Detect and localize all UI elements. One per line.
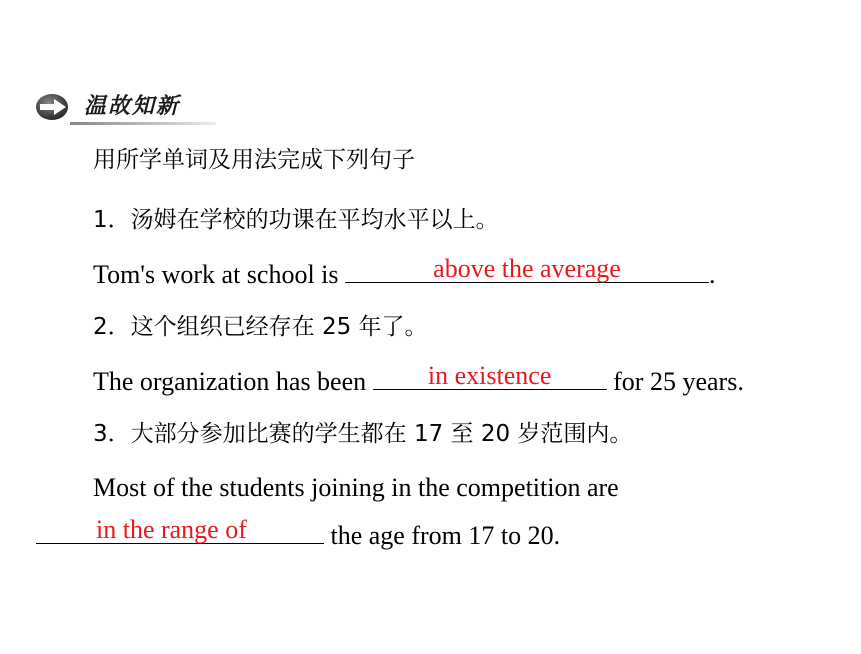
section-title: 温故知新 xyxy=(84,94,181,119)
item-2-chinese: 2．这个组织已经存在 25 年了。 xyxy=(93,314,428,340)
arrow-circle-icon xyxy=(34,92,74,122)
item-2-answer: in existence xyxy=(427,361,552,390)
item-3-english-line1: Most of the students joining in the competition are xyxy=(93,473,619,502)
item-3-text-after: the age from 17 to 20. xyxy=(324,521,561,550)
item-1-chinese: 1．汤姆在学校的功课在平均水平以上。 xyxy=(93,207,499,233)
item-1-english xyxy=(93,254,716,291)
item-2-english xyxy=(93,361,744,398)
item-1-text-after: . xyxy=(709,260,716,289)
item-1-blank xyxy=(345,254,709,283)
section-header xyxy=(34,86,214,128)
item-3-answer: in the range of xyxy=(96,515,247,544)
item-3-chinese: 3．大部分参加比赛的学生都在 17 至 20 岁范围内。 xyxy=(93,421,633,447)
item-2-text-after: for 25 years. xyxy=(606,367,744,396)
header-underline xyxy=(70,122,216,125)
item-3-blank xyxy=(36,515,324,544)
item-3-english-line2 xyxy=(36,515,561,552)
item-1-answer: above the average xyxy=(433,254,621,283)
item-1-text-before: Tom's work at school is xyxy=(93,260,346,289)
instruction-text: 用所学单词及用法完成下列句子 xyxy=(93,147,415,173)
item-2-text-before: The organization has been xyxy=(93,367,373,396)
item-2-blank xyxy=(373,361,607,390)
